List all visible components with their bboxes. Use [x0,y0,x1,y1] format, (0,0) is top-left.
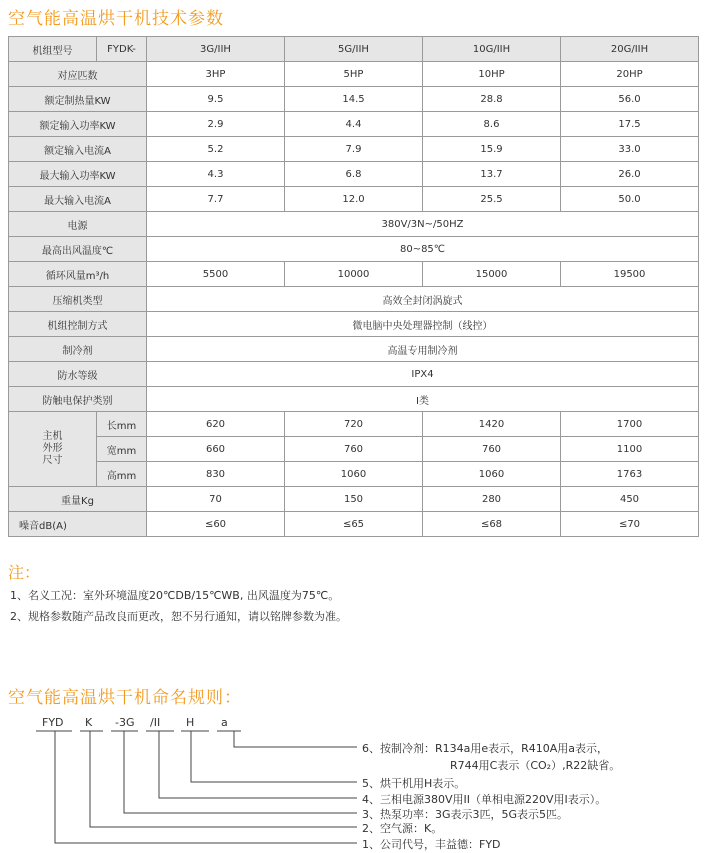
table-cell: 720 [285,412,423,437]
table-cell: 微电脑中央处理器控制（线控） [147,312,699,337]
table-cell: 1060 [423,462,561,487]
code-part: a [221,716,228,729]
table-cell: 3HP [147,62,285,87]
table-cell: I类 [147,387,699,412]
table-cell: 5500 [147,262,285,287]
table-cell: 380V/3N~/50HZ [147,212,699,237]
code-part: H [186,716,195,729]
row-label: 高mm [97,462,147,487]
table-cell: 12.0 [285,187,423,212]
table-row [9,162,699,187]
table-cell: 760 [285,437,423,462]
table-cell: ≤70 [561,512,699,537]
table-row [9,87,699,112]
table-cell: 760 [423,437,561,462]
row-label: 循环风量m³/h [9,262,147,287]
note-item: 1、名义工况：室外环境温度20℃DB/15℃WB, 出风温度为75℃。 [10,589,340,602]
table-cell: 5.2 [147,137,285,162]
naming-connector-lines [0,705,707,853]
table-cell: 13.7 [423,162,561,187]
notes-section [8,560,347,629]
table-row [9,312,699,337]
table-row [9,412,699,437]
row-label: 额定输入功率KW [9,112,147,137]
table-cell: 14.5 [285,87,423,112]
table-cell: 830 [147,462,285,487]
dimensions-group-line: 主机 [42,431,63,442]
table-cell: 10HP [423,62,561,87]
table-cell: 8.6 [423,112,561,137]
header-row [9,37,699,62]
row-label: 最大输入功率KW [9,162,147,187]
rule-text: 2、空气源：K。 [362,822,443,835]
row-label: 制冷剂 [9,337,147,362]
row-label: 噪音dB(A) [9,512,147,537]
table-cell: 56.0 [561,87,699,112]
model-prefix: FYDK- [97,37,147,62]
table-cell: 2.9 [147,112,285,137]
table-cell: 1700 [561,412,699,437]
rule-text: 4、三相电源380V用II（单相电源220V用I表示）。 [362,793,607,806]
row-label: 防触电保护类别 [9,387,147,412]
model-cell: 3G/IIH [147,37,285,62]
table-cell: 高效全封闭涡旋式 [147,287,699,312]
table-row [9,137,699,162]
row-label: 对应匹数 [9,62,147,87]
table-cell: 19500 [561,262,699,287]
code-part: -3G [115,716,135,729]
row-label: 最大输入电流A [9,187,147,212]
table-cell: 33.0 [561,137,699,162]
spec-table [8,36,699,537]
row-label: 额定输入电流A [9,137,147,162]
table-row [9,462,699,487]
table-cell: 1420 [423,412,561,437]
table-row [9,487,699,512]
table-cell: 9.5 [147,87,285,112]
table-row [9,237,699,262]
table-cell: 20HP [561,62,699,87]
table-row [9,212,699,237]
rule-text: 5、烘干机用H表示。 [362,777,466,790]
table-row [9,512,699,537]
model-cell: 5G/IIH [285,37,423,62]
dimensions-group-label [9,412,97,487]
row-label: 最高出风温度℃ [9,237,147,262]
table-cell: 5HP [285,62,423,87]
table-cell: ≤68 [423,512,561,537]
row-label: 防水等级 [9,362,147,387]
dimensions-group-line: 外形 [42,443,63,454]
row-label: 长mm [97,412,147,437]
table-row [9,337,699,362]
table-cell: 50.0 [561,187,699,212]
code-part: K [85,716,93,729]
row-label: 额定制热量KW [9,87,147,112]
spec-title: 空气能高温烘干机技术参数 [8,9,224,29]
table-row [9,62,699,87]
table-cell: 15.9 [423,137,561,162]
table-cell: 1060 [285,462,423,487]
note-item: 2、规格参数随产品改良而更改，恕不另行通知，请以铭牌参数为准。 [10,610,347,623]
table-cell: 150 [285,487,423,512]
rule-text: R744用C表示（CO₂）,R22缺省。 [450,759,621,772]
table-cell: 7.7 [147,187,285,212]
row-label: 重量Kg [9,487,147,512]
table-cell: 450 [561,487,699,512]
rule-text: 1、公司代号，丰益德：FYD [362,838,501,851]
table-cell: 280 [423,487,561,512]
table-cell: 4.4 [285,112,423,137]
table-row [9,287,699,312]
table-cell: 6.8 [285,162,423,187]
naming-title: 空气能高温烘干机命名规则： [8,688,242,708]
table-row [9,112,699,137]
table-cell: 28.8 [423,87,561,112]
table-cell: 26.0 [561,162,699,187]
table-cell: 高温专用制冷剂 [147,337,699,362]
notes-title: 注： [8,563,41,582]
table-cell: 4.3 [147,162,285,187]
row-label: 宽mm [97,437,147,462]
table-cell: 17.5 [561,112,699,137]
table-row [9,387,699,412]
code-part: FYD [42,716,64,729]
table-row [9,187,699,212]
table-row [9,362,699,387]
rule-text: 6、按制冷剂：R134a用e表示，R410A用a表示， [362,742,609,755]
table-cell: 1763 [561,462,699,487]
code-part: /II [150,716,161,729]
table-cell: 70 [147,487,285,512]
row-label: 电源 [9,212,147,237]
rule-text: 3、热泵功率：3G表示3匹，5G表示5匹。 [362,808,569,821]
table-row [9,262,699,287]
table-cell: IPX4 [147,362,699,387]
model-cell: 10G/IIH [423,37,561,62]
model-cell: 20G/IIH [561,37,699,62]
table-cell: 620 [147,412,285,437]
table-cell: 15000 [423,262,561,287]
dimensions-group-line: 尺寸 [42,455,63,466]
row-label: 压缩机类型 [9,287,147,312]
table-cell: ≤65 [285,512,423,537]
table-cell: 25.5 [423,187,561,212]
table-cell: 1100 [561,437,699,462]
model-label: 机组型号 [9,37,97,62]
table-cell: 80~85℃ [147,237,699,262]
table-cell: ≤60 [147,512,285,537]
table-cell: 7.9 [285,137,423,162]
table-cell: 660 [147,437,285,462]
row-label: 机组控制方式 [9,312,147,337]
table-cell: 10000 [285,262,423,287]
table-row [9,437,699,462]
